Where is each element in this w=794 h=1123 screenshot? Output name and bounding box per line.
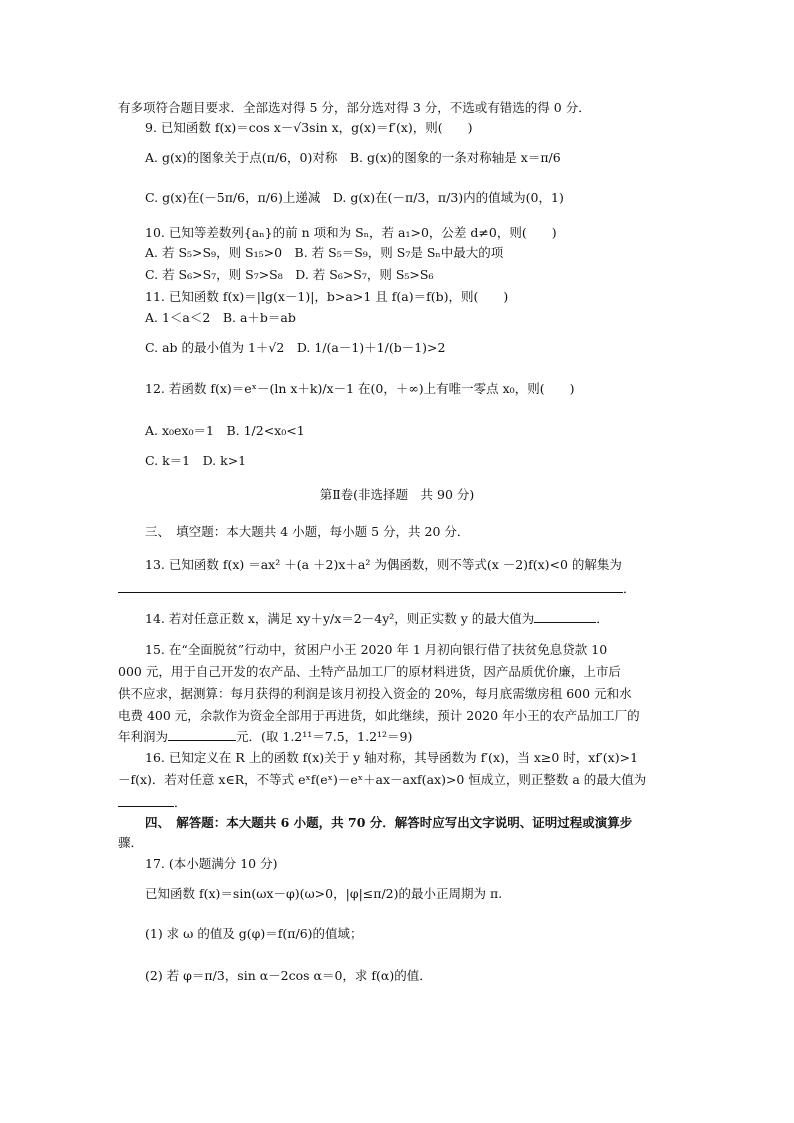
question-14-period: ． (596, 611, 609, 626)
question-14-text: 14. 若对任意正数 x，满足 xy＋y/x＝2－4y²，则正实数 y 的最大值为 (145, 611, 535, 626)
question-13-period: ． (623, 581, 636, 596)
question-16-line-2: －f(x)．若对任意 x∈R，不等式 eˣf(eˣ)－eˣ＋ax－axf(ax)>0 恒成立，则正整数 a 的最大值为 (118, 772, 647, 787)
part-two-heading: 第Ⅱ卷(非选择题 共 90 分) (319, 487, 475, 502)
question-11-options-cd: C. ab 的最小值为 1＋√2 D. 1/(a－1)＋1/(b－1)>2 (145, 340, 446, 355)
question-10-options-ab: A. 若 S₅>S₉，则 S₁₅>0 B. 若 S₅＝S₉，则 S₇是 Sₙ中最大的项 (145, 245, 504, 260)
question-17-header: 17. (本小题满分 10 分) (145, 856, 278, 871)
question-16-answer-line (118, 794, 187, 811)
question-15-line-4: 电费 400 元，余款作为资金全部用于再进货，如此继续，预计 2020 年小王的农产品加工厂的 (118, 708, 640, 723)
question-9: 9. 已知函数 f(x)＝cos x－√3sin x，g(x)＝f′(x)，则( ) (145, 120, 473, 135)
question-9-options-ab: A. g(x)的图象关于点(π/6，0)对称 B. g(x)的图象的一条对称轴是 x＝π/6 (145, 150, 561, 165)
question-13-answer-line (118, 580, 636, 597)
question-13: 13. 已知函数 f(x) ＝ax² ＋(a ＋2)x＋a² 为偶函数，则不等式(x －2)f(x)<0 的解集为 (145, 557, 622, 572)
answer-blank (118, 580, 623, 593)
question-15-suffix: 元．(取 1.2¹¹＝7.5，1.2¹²＝9) (236, 729, 413, 744)
question-17-stem: 已知函数 f(x)＝sin(ωx－φ)(ω>0，|φ|≤π/2)的最小正周期为 π. (145, 886, 503, 901)
question-16-line-1: 16. 已知定义在 R 上的函数 f(x)关于 y 轴对称，其导函数为 f′(x)，当 x≥0 时，xf′(x)>1 (145, 750, 639, 765)
question-15-line-5 (118, 728, 412, 745)
question-12: 12. 若函数 f(x)＝eˣ－(ln x＋k)/x－1 在(0，＋∞)上有唯一零点 x₀，则( ) (145, 381, 575, 396)
answer-section-heading-cont: 骤． (118, 835, 144, 850)
question-11-options-ab: A. 1＜a＜2 B. a＋b＝ab (145, 310, 296, 325)
question-17-part-2: (2) 若 φ＝π/3，sin α－2cos α＝0，求 f(α)的值． (145, 968, 432, 983)
question-10: 10. 已知等差数列{aₙ}的前 n 项和为 Sₙ，若 a₁>0，公差 d≠0，则( ) (145, 225, 557, 240)
question-12-options-cd: C. k＝1 D. k>1 (145, 453, 247, 468)
question-9-options-cd: C. g(x)在(－5π/6，π/6)上递减 D. g(x)在(－π/3，π/3)内的值域为(0，1) (145, 190, 564, 205)
answer-blank (168, 728, 236, 741)
question-14 (145, 610, 609, 627)
question-10-options-cd: C. 若 S₆>S₇，则 S₇>S₈ D. 若 S₆>S₇，则 S₅>S₆ (145, 267, 434, 282)
question-12-options-ab: A. x₀ex₀＝1 B. 1/2<x₀<1 (145, 423, 305, 438)
answer-blank (534, 610, 596, 623)
answer-section-heading: 四、 解答题：本大题共 6 小题，共 70 分．解答时应写出文字说明、证明过程或演算步 (145, 815, 633, 830)
question-15-line-2: 000 元，用于自己开发的农产品、土特产品加工厂的原材料进货，因产品质优价廉，上市后 (118, 664, 621, 679)
question-15-line-3: 供不应求，据测算：每月获得的利润是该月初投入资金的 20%，每月底需缴房租 600 元和水 (118, 686, 632, 701)
question-11: 11. 已知函数 f(x)＝|lg(x－1)|，b>a>1 且 f(a)＝f(b)，则( ) (145, 289, 509, 304)
question-17-part-1: (1) 求 ω 的值及 g(φ)＝f(π/6)的值域； (145, 926, 363, 941)
question-15-line-1: 15. 在“全面脱贫”行动中，贫困户小王 2020 年 1 月初向银行借了扶贫免息贷款 10 (145, 642, 608, 657)
question-15-prefix: 年利润为 (118, 729, 169, 744)
fill-in-section-heading: 三、 填空题：本大题共 4 小题，每小题 5 分，共 20 分． (145, 524, 470, 539)
answer-blank (118, 794, 174, 807)
question-16-period: ． (174, 795, 187, 810)
section-instruction: 有多项符合题目要求．全部选对得 5 分，部分选对得 3 分，不选或有错选的得 0 分． (118, 100, 591, 115)
